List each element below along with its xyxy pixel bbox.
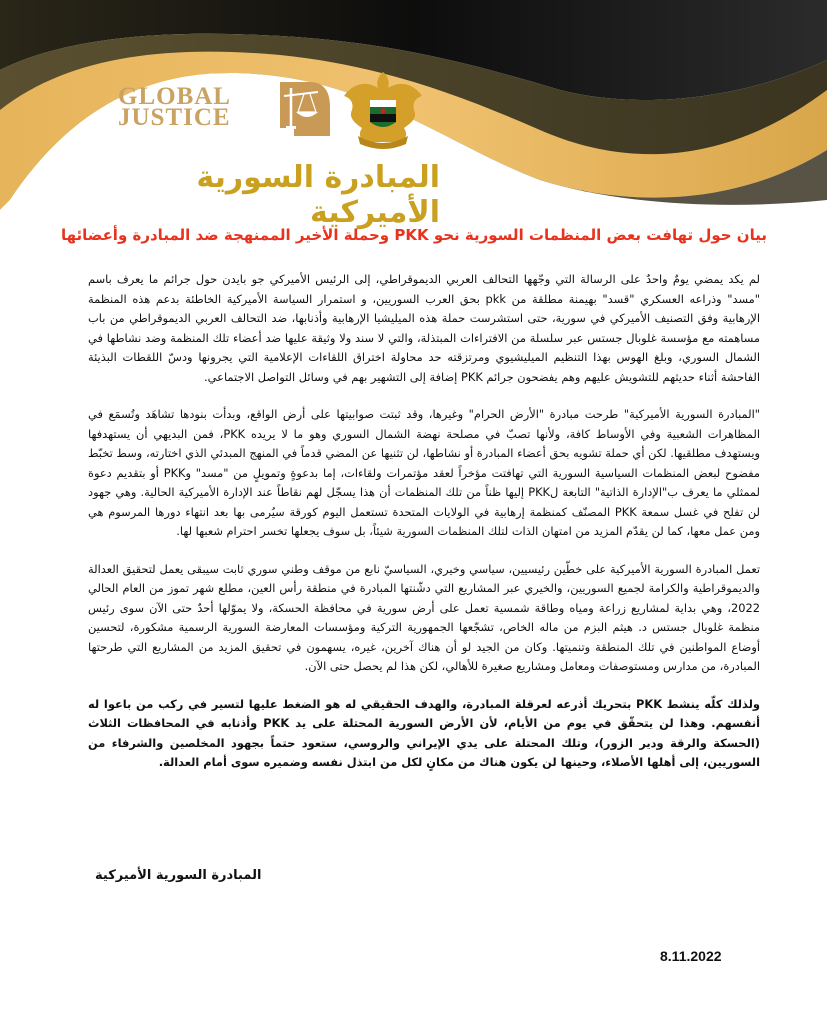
global-justice-logo: [118, 83, 278, 132]
document-date: 8.11.2022: [660, 948, 722, 964]
scales-of-justice-icon: [280, 82, 330, 136]
paragraph-2: "المبادرة السورية الأميركية" طرحت مبادرة "الأرض الحرام" وغيرها، وقد ثبتت صوابيتها على أرض الواقع، وبدأت بنودها تشاهَد وتُسمَع في المظاهرات الشعبية وفي الأوساط كافة، ولأنها تصبّ في مصلحة نهضة الشمال السوري وهو ما لا يريده PKK، فمن البديهي أن يستهدفها ويستهدف مطلقيها. لكن أي حملة تشويه بحق أعضاء المبادرة أو نشاطها، لن تثنيها عن المضي قدماً في المنهج المبدئي الذي اختارته، وسط تخبّط مفضوح لبعض المنظمات السياسية السورية التي تهافتت مؤخراً لعقد مؤتمرات ولقاءات، إما بدعوةٍ وتمويلٍ من "مسد" وPKK أو بتقديم دعوة لممثلي ما يعرف ب"الإدارة الذاتية" التابعة لPKK إليها ظناً من تلك المنظمات أن هذا يسجّل لهم نقاطاً عند الإدارة الأميركية الحالية. وهي جهود لن تفلح في غسل سمعة PKK المصنّف كمنظمة إرهابية في الولايات المتحدة تستعمل اليوم كورقة سيُرمى بها بعد انتهاء دورها المرسوم هي ومن عمل معها، كما لن يقدّم المزيد من امتهان الذات لتلك المنظمات السورية شيئاً، بل سوف يجعلها تخسر احترام شعبها لها.: [88, 407, 760, 538]
paragraph-1: لم يكد يمضي يومٌ واحدٌ على الرسالة التي وجّهها التحالف العربي الديموقراطي، إلى الرئيس الأميركي جو بايدن حول جرائم ما يعرف باسم "مسد" وذراعه العسكري "قسد" بهيمنة مطلقة من pkk بحق العرب السوريين، و استمرار السياسة الأميركية الخاطئة بدعم هذه المنظمة الإرهابية وفق التصنيف الأميركي في سورية، حتى استشرست حملة هذه الميليشيا الإرهابية وأذنابها، ضد التحالف العربي الديموقراطي من باب مساهمته مع مؤسسة غلوبال جستس عبر سلسلة من الافتراءات المبتذلة، والتي لا سند ولا وثيقة عليها ضد أعضاء تلك المنظمة وضد نشاطها في الشمال السوري، وبلغ الهوس بهذا التنظيم الميليشيوي ومرتزقته حد محاولة اختراق اللقاءات الإعلامية التي يجرونها ودسّ اللقطات البذيئة الفاحشة أثناء حديثهم للتشويش عليهم وهم يفضحون جرائم PKK إضافة إلى التشهير بهم في وسائل التواصل الاجتماعي.: [88, 272, 760, 384]
document-body: [88, 270, 760, 791]
paragraph-3: تعمل المبادرة السورية الأميركية على خطّين رئيسيين، سياسي وخيري، السياسيّ نابع من موقف وطني سوري ثابت سيبقى يعمل لتحقيق العدالة والديموقراطية والكرامة لجميع السوريين، والخيري عبر المشاريع التي دشّنتها المبادرة في منطقة رأس العين، مطلع شهر تموز من العام الحالي 2022، وهي بداية لمشاريع زراعة ومياه وطاقة شمسية تعمل على أرض سورية في محافظة الحسكة، ولا يموّلها أحدٌ حتى الآن سوى رئيس منظمة غلوبال جستس د. هيثم البزم من ماله الخاص، تشجّعها الجمهورية التركية ومؤسسات المعارضة السورية الرسمية مشكورة، لتحسين أوضاع المواطنين في تلك المنطقة وتنميتها. وكان من الجيد لو أن هناك آخرين، غيره، يسهمون في تحقيق المزيد من المشاريع التي طرحتها المبادرة، من مدارس ومستوصفات ومعامل ومشاريع صغيرة للأهالي، لكن هذا لم يحصل حتى الآن.: [88, 561, 760, 673]
logo-text-line1: GLOBAL: [118, 83, 231, 110]
paragraph-4: ولذلك كلّه ينشط PKK بتحريك أذرعه لعرقلة المبادرة، والهدف الحقيقي له هو الضغط عليها لتسير في ركب من باعوا له أنفسهم. وهذا لن يتحقّق في يوم من الأيام، لأن الأرض السورية المحتلة على يد PKK وأذنابه في المحافظات الثلاث (الحسكة والرقة ودير الزور)، وتلك المحتلة على يدي الإيراني والروسي، ستعود حتماً بجهود المخلصين والشرفاء من السوريين، إلى أهلها الأصلاء، وحينها لن يكون هناك من مكانٍ لكل من ابتذل نفسه وضميره سوى أمام العدالة.: [88, 696, 761, 769]
signature: المبادرة السورية الأميركية: [95, 868, 262, 883]
eagle-emblem-icon: [340, 70, 426, 150]
logo-text-line2: JUSTICE: [118, 104, 231, 131]
document-title: بيان حول تهافت بعض المنظمات السورية نحو PKK وحملة الأخير الممنهجة ضد المبادرة وأعضائها: [60, 226, 767, 244]
organization-name-heading: المبادرة السورية الأميركية: [196, 160, 440, 230]
